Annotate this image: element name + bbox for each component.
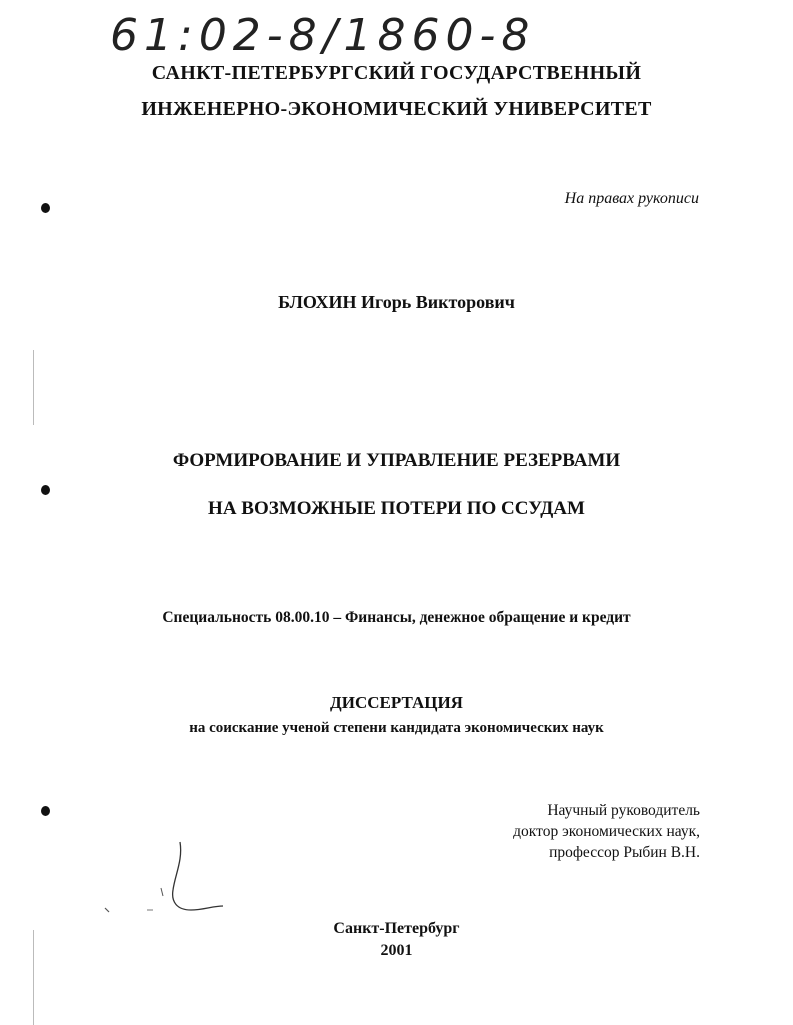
punch-hole-mark — [41, 806, 50, 816]
punch-hole-mark — [41, 203, 50, 213]
city: Санкт-Петербург — [333, 920, 460, 937]
dissertation-label: ДИССЕРТАЦИЯ — [330, 693, 463, 712]
university-name-line-1: САНКТ-ПЕТЕРБУРГСКИЙ ГОСУДАРСТВЕННЫЙ — [151, 62, 642, 84]
degree-line: на соискание ученой степени кандидата экономических наук — [189, 720, 604, 736]
scan-margin-line — [33, 930, 34, 1025]
punch-hole-mark — [41, 485, 50, 495]
supervisor-degree: доктор экономических наук, — [513, 823, 700, 840]
specialty-line: Специальность 08.00.10 – Финансы, денежное обращение и кредит — [162, 609, 631, 626]
handwritten-catalog-code: 61:02-8/1860-8 — [110, 10, 536, 61]
author-name: БЛОХИН Игорь Викторович — [278, 292, 515, 312]
supervisor-name: профессор Рыбин В.Н. — [549, 844, 700, 861]
university-name-line-2: ИНЖЕНЕРНО-ЭКОНОМИЧЕСКИЙ УНИВЕРСИТЕТ — [141, 98, 652, 120]
signature-scribble — [95, 830, 235, 920]
thesis-title-line-1: ФОРМИРОВАНИЕ И УПРАВЛЕНИЕ РЕЗЕРВАМИ — [172, 450, 621, 471]
year: 2001 — [380, 942, 413, 959]
supervisor-role: Научный руководитель — [547, 802, 700, 819]
supervisor-block — [513, 800, 700, 863]
thesis-title-line-2: НА ВОЗМОЖНЫЕ ПОТЕРИ ПО ССУДАМ — [208, 498, 585, 519]
manuscript-rights-note: На правах рукописи — [564, 190, 699, 207]
scan-margin-line — [33, 350, 34, 425]
